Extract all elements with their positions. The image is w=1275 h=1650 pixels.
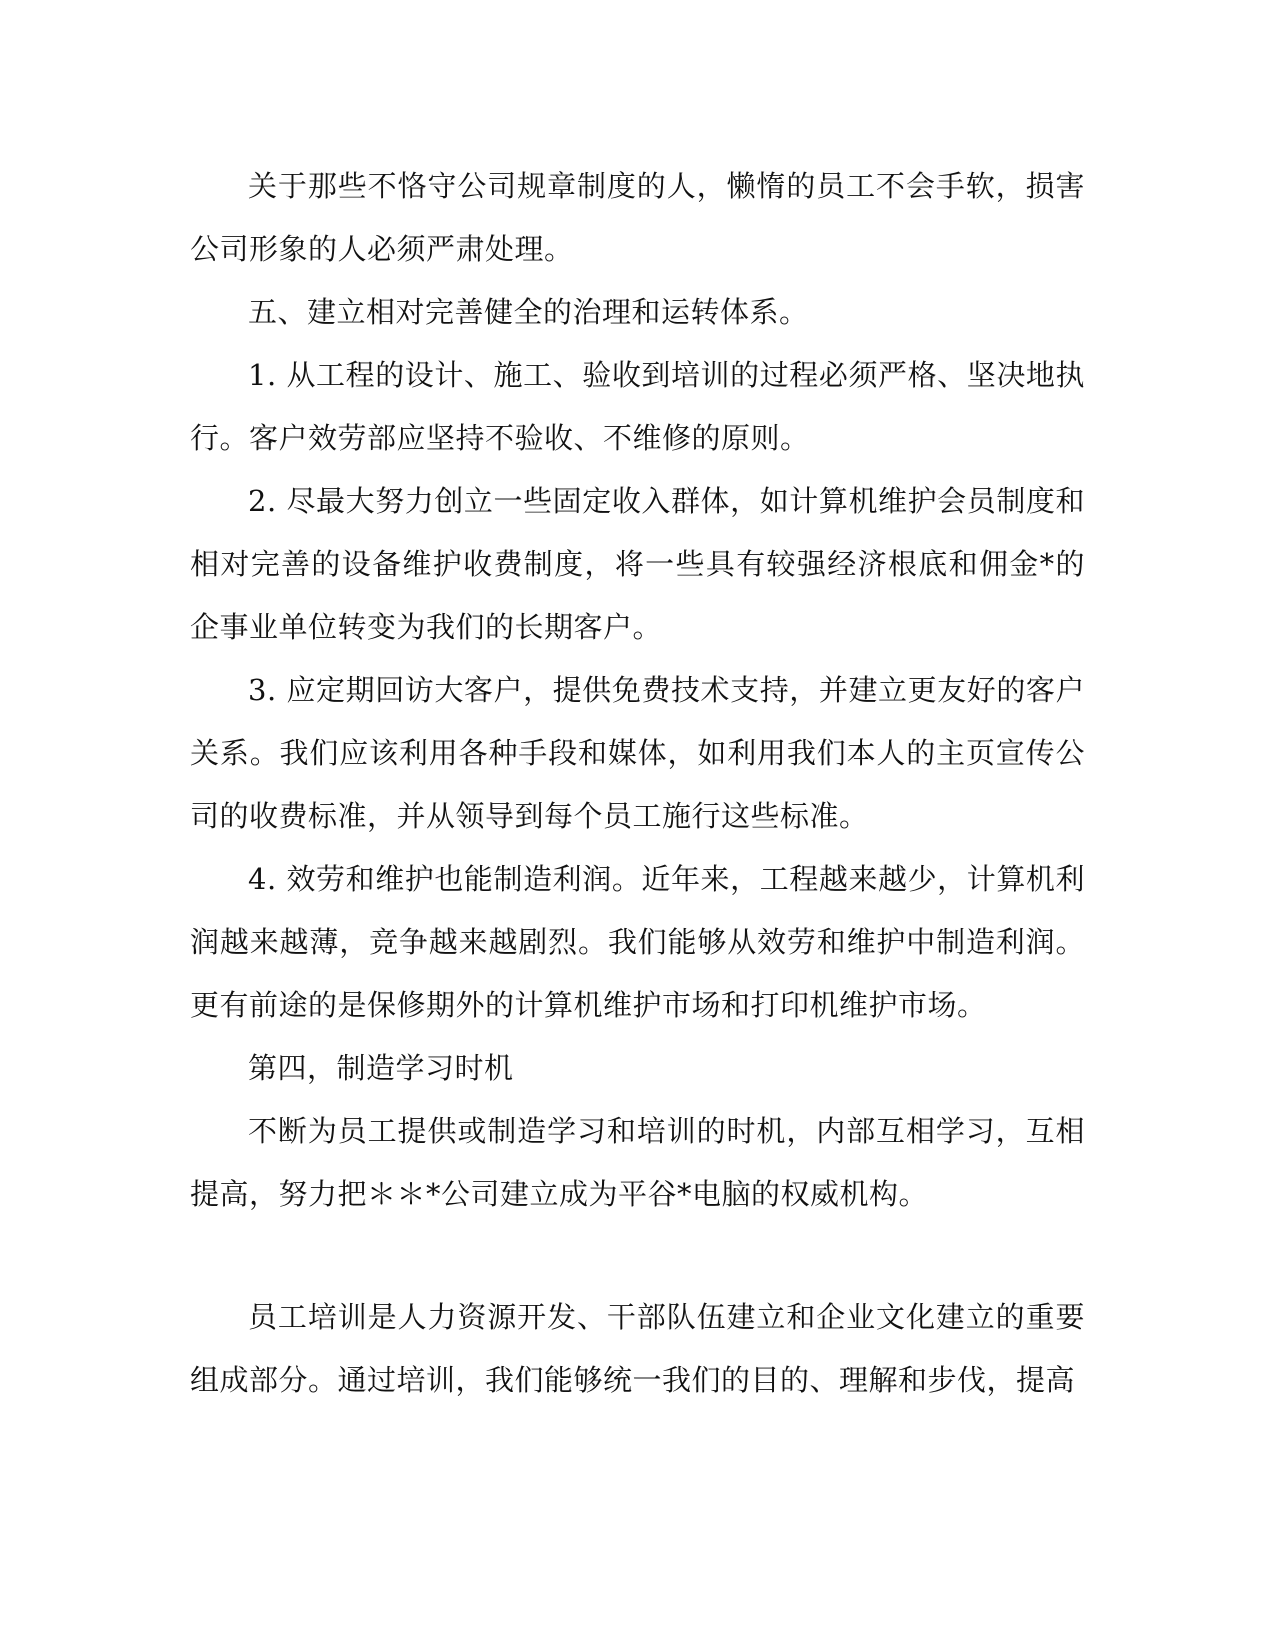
paragraph-item-1: 1. 从工程的设计、施工、验收到培训的过程必须严格、坚决地执行。客户效劳部应坚持不验收、不维修的原则。 xyxy=(190,358,1085,455)
paragraph-item-2: 2. 尽最大努力创立一些固定收入群体，如计算机维护会员制度和相对完善的设备维护收费制度，将一些具有较强经济根底和佣金*的企事业单位转变为我们的长期客户。 xyxy=(190,484,1085,644)
paragraph-item-3: 3. 应定期回访大客户，提供免费技术支持，并建立更友好的客户关系。我们应该利用各种手段和媒体，如利用我们本人的主页宣传公司的收费标准，并从领导到每个员工施行这些标准。 xyxy=(190,673,1085,833)
paragraph-training: 员工培训是人力资源开发、干部队伍建立和企业文化建立的重要组成部分。通过培训，我们能够统一我们的目的、理解和步伐，提高 xyxy=(190,1300,1085,1397)
paragraph-learning: 不断为员工提供或制造学习和培训的时机，内部互相学习，互相提高，努力把＊＊*公司建立成为平谷*电脑的权威机构。 xyxy=(190,1114,1085,1211)
paragraph-item-4: 4. 效劳和维护也能制造利润。近年来，工程越来越少，计算机利润越来越薄，竞争越来越剧烈。我们能够从效劳和维护中制造利润。更有前途的是保修期外的计算机维护市场和打印机维护市场。 xyxy=(190,862,1085,1022)
section-heading-five: 五、建立相对完善健全的治理和运转体系。 xyxy=(248,295,809,329)
paragraph-discipline: 关于那些不恪守公司规章制度的人，懒惰的员工不会手软，损害公司形象的人必须严肃处理。 xyxy=(190,169,1085,266)
section-heading-four: 第四，制造学习时机 xyxy=(248,1051,514,1085)
document-body xyxy=(190,155,1085,1412)
